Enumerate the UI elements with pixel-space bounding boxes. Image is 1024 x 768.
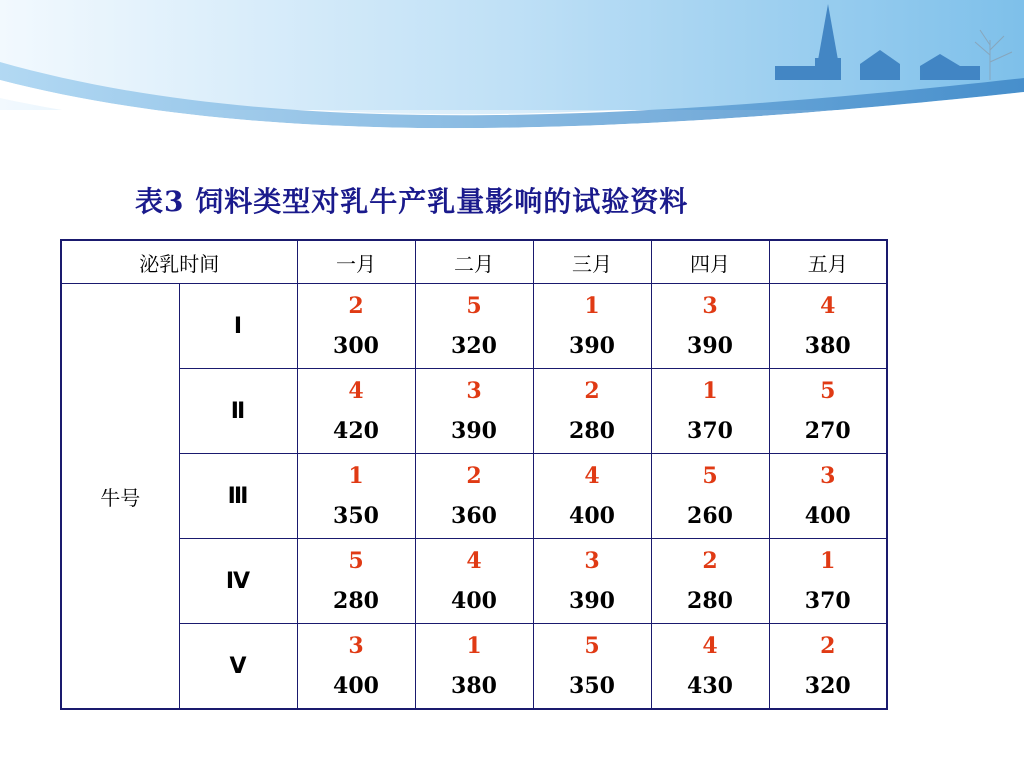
cow-id: Ⅰ [179,284,297,369]
data-cell [651,539,769,624]
milk-yield-value: 300 [333,333,379,359]
month-header: 二月 [415,240,533,284]
treatment-number: 3 [820,463,836,489]
data-cell [769,454,887,539]
milk-yield-value: 390 [451,418,497,444]
treatment-number: 1 [466,633,482,659]
data-cell [651,624,769,710]
month-header: 三月 [533,240,651,284]
treatment-number: 1 [702,378,718,404]
cow-id: Ⅴ [179,624,297,710]
milk-yield-value: 350 [333,503,379,529]
data-cell [415,284,533,369]
treatment-number: 2 [584,378,600,404]
milk-yield-value: 390 [569,333,615,359]
data-cell [415,539,533,624]
data-cell [415,624,533,710]
treatment-number: 4 [584,463,600,489]
treatment-number: 4 [702,633,718,659]
data-cell [415,369,533,454]
milk-yield-value: 280 [687,588,733,614]
treatment-number: 4 [348,378,364,404]
milk-yield-value: 370 [804,588,851,614]
milk-yield-value: 350 [569,673,615,699]
data-cell [769,539,887,624]
treatment-number: 3 [702,293,718,319]
milk-yield-value: 320 [804,673,851,699]
milk-yield-value: 400 [333,673,379,699]
data-cell [651,454,769,539]
data-cell [533,624,651,710]
cow-number-label: 牛号 [61,284,179,710]
treatment-number: 1 [820,548,836,574]
lactation-time-header: 泌乳时间 [61,240,297,284]
treatment-number: 2 [348,293,364,319]
treatment-number: 4 [466,548,482,574]
treatment-number: 5 [584,633,600,659]
cow-id: Ⅱ [179,369,297,454]
treatment-number: 1 [348,463,364,489]
milk-yield-value: 390 [569,588,615,614]
header-banner [0,0,1024,140]
treatment-number: 2 [820,633,836,659]
data-cell [415,454,533,539]
milk-yield-value: 360 [451,503,497,529]
data-cell [651,369,769,454]
milk-yield-value: 420 [333,418,379,444]
milk-yield-value: 430 [687,673,733,699]
milk-yield-value: 390 [687,333,733,359]
data-cell [297,624,415,710]
milk-yield-value: 380 [451,673,497,699]
milk-yield-value: 280 [569,418,615,444]
data-cell [297,454,415,539]
treatment-number: 3 [348,633,364,659]
treatment-number: 2 [702,548,718,574]
table-row [61,624,887,710]
data-cell [533,284,651,369]
treatment-number: 5 [820,378,836,404]
table-row [61,284,887,369]
data-cell [533,454,651,539]
milk-yield-value: 380 [804,333,851,359]
milk-yield-value: 370 [687,418,733,444]
treatment-number: 5 [702,463,718,489]
milk-yield-value: 400 [569,503,615,529]
treatment-number: 3 [466,378,482,404]
table-row [61,539,887,624]
data-cell [533,539,651,624]
data-cell [297,539,415,624]
table-row [61,454,887,539]
month-header: 一月 [297,240,415,284]
table-row [61,369,887,454]
treatment-number: 5 [348,548,364,574]
milk-yield-value: 400 [804,503,851,529]
milk-yield-value: 280 [333,588,379,614]
milk-yield-value: 270 [804,418,851,444]
cow-id: Ⅳ [179,539,297,624]
data-cell [297,284,415,369]
treatment-number: 4 [820,293,836,319]
milk-yield-table [60,239,888,710]
treatment-number: 5 [466,293,482,319]
cow-id: Ⅲ [179,454,297,539]
data-cell [533,369,651,454]
milk-yield-value: 320 [451,333,497,359]
month-header: 四月 [651,240,769,284]
treatment-number: 1 [584,293,600,319]
milk-yield-value: 400 [451,588,497,614]
treatment-number: 3 [584,548,600,574]
data-cell [651,284,769,369]
data-cell [297,369,415,454]
treatment-number: 2 [466,463,482,489]
milk-yield-value: 260 [687,503,733,529]
month-header: 五月 [769,240,887,284]
data-cell [769,284,887,369]
data-cell [769,624,887,710]
table-header-row [61,240,887,284]
table-title: 表3 饲料类型对乳牛产乳量影响的试验资料 [135,185,689,218]
data-cell [769,369,887,454]
